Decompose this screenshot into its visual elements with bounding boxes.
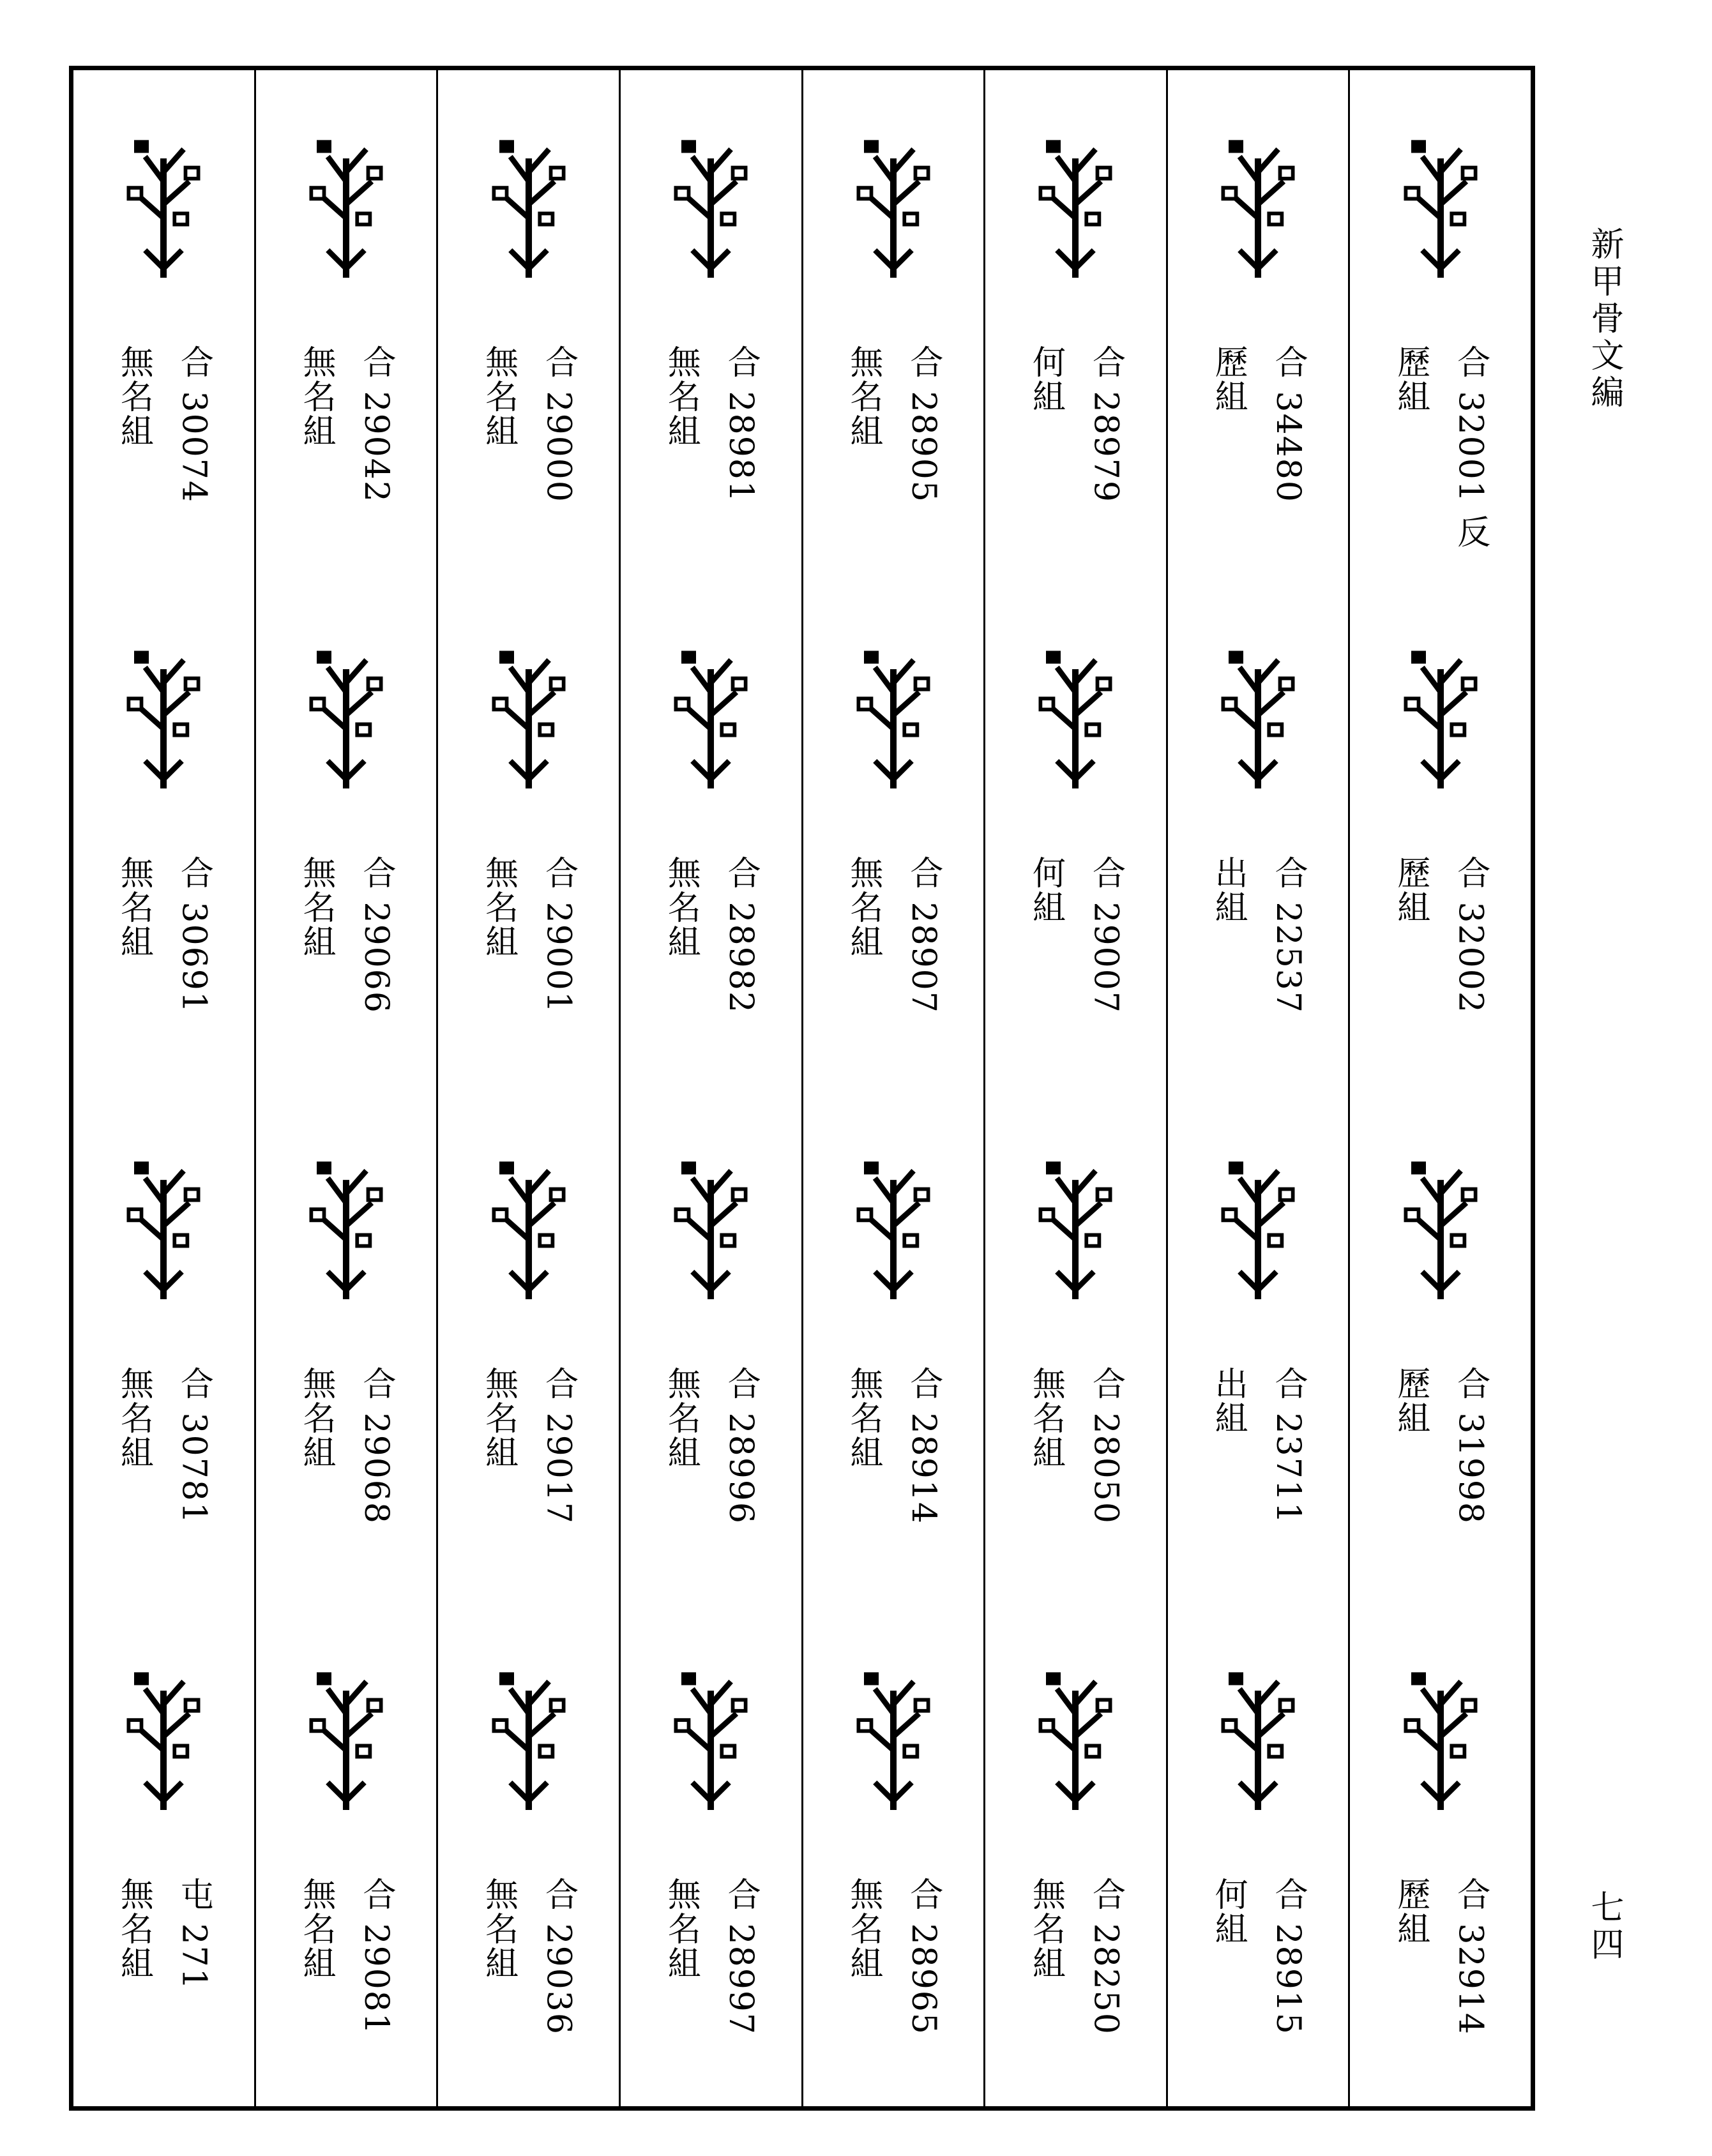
source-number: 合 28965 xyxy=(904,1877,943,2035)
oracle-bone-glyph xyxy=(1210,1663,1306,1810)
group-name: 歷組 xyxy=(1391,1877,1430,1946)
glyph-column xyxy=(73,70,254,2106)
oracle-bone-glyph xyxy=(1027,1152,1123,1299)
group-name: 無名組 xyxy=(844,1366,883,1470)
source-number: 合 28996 xyxy=(722,1366,761,1525)
group-name: 歷組 xyxy=(1391,856,1430,924)
source-number: 合 28979 xyxy=(1086,345,1125,503)
oracle-bone-glyph xyxy=(1210,1152,1306,1299)
glyph-entry xyxy=(256,1092,437,1602)
glyph-column xyxy=(1166,70,1349,2106)
oracle-bone-glyph xyxy=(1393,1152,1489,1299)
group-name: 歷組 xyxy=(1391,1366,1430,1435)
source-number: 合 28914 xyxy=(904,1366,943,1525)
oracle-bone-glyph xyxy=(1027,131,1123,278)
glyph-entry xyxy=(1350,581,1531,1092)
oracle-bone-glyph xyxy=(1027,1663,1123,1810)
oracle-bone-glyph xyxy=(1393,642,1489,788)
oracle-bone-glyph xyxy=(1027,642,1123,788)
group-name: 無名組 xyxy=(1026,1877,1065,1980)
oracle-bone-glyph xyxy=(663,1152,759,1299)
glyph-entry xyxy=(621,1092,801,1602)
source-number: 合 28981 xyxy=(722,345,761,503)
source-number: 屯 271 xyxy=(174,1877,213,1991)
oracle-bone-glyph xyxy=(298,131,394,278)
group-name: 無名組 xyxy=(296,1877,335,1980)
glyph-entry xyxy=(73,1092,254,1602)
glyph-entry xyxy=(256,1602,437,2113)
source-number: 合 28997 xyxy=(722,1877,761,2035)
book-title: 新甲骨文編 xyxy=(1585,227,1623,412)
group-name: 何組 xyxy=(1026,856,1065,924)
group-name: 無名組 xyxy=(844,345,883,448)
glyph-entry xyxy=(803,1602,984,2113)
group-name: 出組 xyxy=(1209,1366,1248,1435)
group-name: 無名組 xyxy=(479,345,518,448)
oracle-bone-glyph xyxy=(116,642,211,788)
oracle-bone-glyph xyxy=(845,131,941,278)
glyph-entry xyxy=(438,70,619,581)
glyph-entry xyxy=(621,70,801,581)
source-number: 合 29007 xyxy=(1086,856,1125,1014)
glyph-entry xyxy=(73,1602,254,2113)
group-name: 無名組 xyxy=(662,1366,701,1470)
glyph-entry xyxy=(1168,1092,1349,1602)
glyph-entry xyxy=(1350,70,1531,581)
glyph-column xyxy=(619,70,801,2106)
glyph-entry xyxy=(256,581,437,1092)
oracle-bone-glyph xyxy=(481,131,577,278)
glyph-column xyxy=(1348,70,1531,2106)
glyph-entry xyxy=(1168,70,1349,581)
glyph-entry xyxy=(73,70,254,581)
oracle-bone-glyph xyxy=(298,1152,394,1299)
page-number: 七四 xyxy=(1585,1890,1623,1964)
oracle-bone-glyph xyxy=(845,642,941,788)
source-number: 合 30781 xyxy=(174,1366,213,1525)
glyph-entry xyxy=(985,1602,1166,2113)
source-number: 合 32914 xyxy=(1451,1877,1490,2035)
glyph-entry xyxy=(803,581,984,1092)
source-number: 合 31998 xyxy=(1451,1366,1490,1525)
oracle-bone-glyph xyxy=(298,1663,394,1810)
oracle-bone-glyph xyxy=(481,1152,577,1299)
group-name: 無名組 xyxy=(662,1877,701,1980)
source-number: 合 28907 xyxy=(904,856,943,1014)
glyph-entry xyxy=(73,581,254,1092)
oracle-bone-glyph xyxy=(116,1663,211,1810)
glyph-entry xyxy=(1350,1602,1531,2113)
source-number: 合 28050 xyxy=(1086,1366,1125,1525)
glyph-entry xyxy=(256,70,437,581)
group-name: 無名組 xyxy=(114,345,153,448)
glyph-entry xyxy=(985,581,1166,1092)
oracle-bone-glyph xyxy=(116,1152,211,1299)
group-name: 無名組 xyxy=(479,1877,518,1980)
source-number: 合 28982 xyxy=(722,856,761,1014)
group-name: 歷組 xyxy=(1209,345,1248,414)
glyph-entry xyxy=(803,1092,984,1602)
source-number: 合 29042 xyxy=(356,345,395,503)
group-name: 無名組 xyxy=(114,1877,153,1980)
group-name: 歷組 xyxy=(1391,345,1430,414)
source-number: 合 29068 xyxy=(356,1366,395,1525)
source-number: 合 29081 xyxy=(356,1877,395,2035)
glyph-column xyxy=(801,70,984,2106)
oracle-bone-glyph xyxy=(1210,642,1306,788)
glyph-entry xyxy=(985,1092,1166,1602)
source-number: 合 34480 xyxy=(1269,345,1308,503)
group-name: 何組 xyxy=(1026,345,1065,414)
glyph-table xyxy=(69,66,1535,2111)
group-name: 無名組 xyxy=(296,856,335,959)
source-number: 合 28915 xyxy=(1269,1877,1308,2035)
group-name: 無名組 xyxy=(479,856,518,959)
oracle-bone-glyph xyxy=(1393,131,1489,278)
oracle-bone-glyph xyxy=(845,1152,941,1299)
glyph-entry xyxy=(438,1092,619,1602)
group-name: 無名組 xyxy=(844,856,883,959)
glyph-entry xyxy=(621,1602,801,2113)
glyph-column xyxy=(436,70,619,2106)
oracle-bone-glyph xyxy=(116,131,211,278)
oracle-bone-glyph xyxy=(845,1663,941,1810)
source-number: 合 29000 xyxy=(539,345,578,503)
group-name: 無名組 xyxy=(662,345,701,448)
oracle-bone-glyph xyxy=(298,642,394,788)
glyph-entry xyxy=(1168,1602,1349,2113)
source-number: 合 29017 xyxy=(539,1366,578,1525)
glyph-column xyxy=(983,70,1166,2106)
glyph-entry xyxy=(985,70,1166,581)
group-name: 無名組 xyxy=(114,1366,153,1470)
oracle-bone-glyph xyxy=(481,642,577,788)
source-number: 合 30074 xyxy=(174,345,213,503)
group-name: 何組 xyxy=(1209,1877,1248,1946)
oracle-bone-glyph xyxy=(663,131,759,278)
oracle-bone-glyph xyxy=(663,642,759,788)
group-name: 無名組 xyxy=(114,856,153,959)
group-name: 無名組 xyxy=(662,856,701,959)
source-number: 合 29066 xyxy=(356,856,395,1014)
glyph-entry xyxy=(1350,1092,1531,1602)
group-name: 出組 xyxy=(1209,856,1248,924)
glyph-entry xyxy=(1168,581,1349,1092)
group-name: 無名組 xyxy=(844,1877,883,1980)
oracle-bone-glyph xyxy=(1210,131,1306,278)
source-number: 合 22537 xyxy=(1269,856,1308,1014)
group-name: 無名組 xyxy=(1026,1366,1065,1470)
glyph-entry xyxy=(438,1602,619,2113)
source-number: 合 23711 xyxy=(1269,1366,1308,1525)
oracle-bone-glyph xyxy=(481,1663,577,1810)
source-number: 合 28250 xyxy=(1086,1877,1125,2035)
glyph-column xyxy=(254,70,437,2106)
source-number: 合 29036 xyxy=(539,1877,578,2035)
source-number: 合 32002 xyxy=(1451,856,1490,1014)
glyph-entry xyxy=(438,581,619,1092)
group-name: 無名組 xyxy=(296,345,335,448)
source-number: 合 28905 xyxy=(904,345,943,503)
source-number: 合 29001 xyxy=(539,856,578,1014)
glyph-entry xyxy=(803,70,984,581)
glyph-entry xyxy=(621,581,801,1092)
group-name: 無名組 xyxy=(479,1366,518,1470)
source-number: 合 30691 xyxy=(174,856,213,1014)
source-number: 合 32001 反 xyxy=(1451,345,1490,550)
oracle-bone-glyph xyxy=(663,1663,759,1810)
group-name: 無名組 xyxy=(296,1366,335,1470)
oracle-bone-glyph xyxy=(1393,1663,1489,1810)
